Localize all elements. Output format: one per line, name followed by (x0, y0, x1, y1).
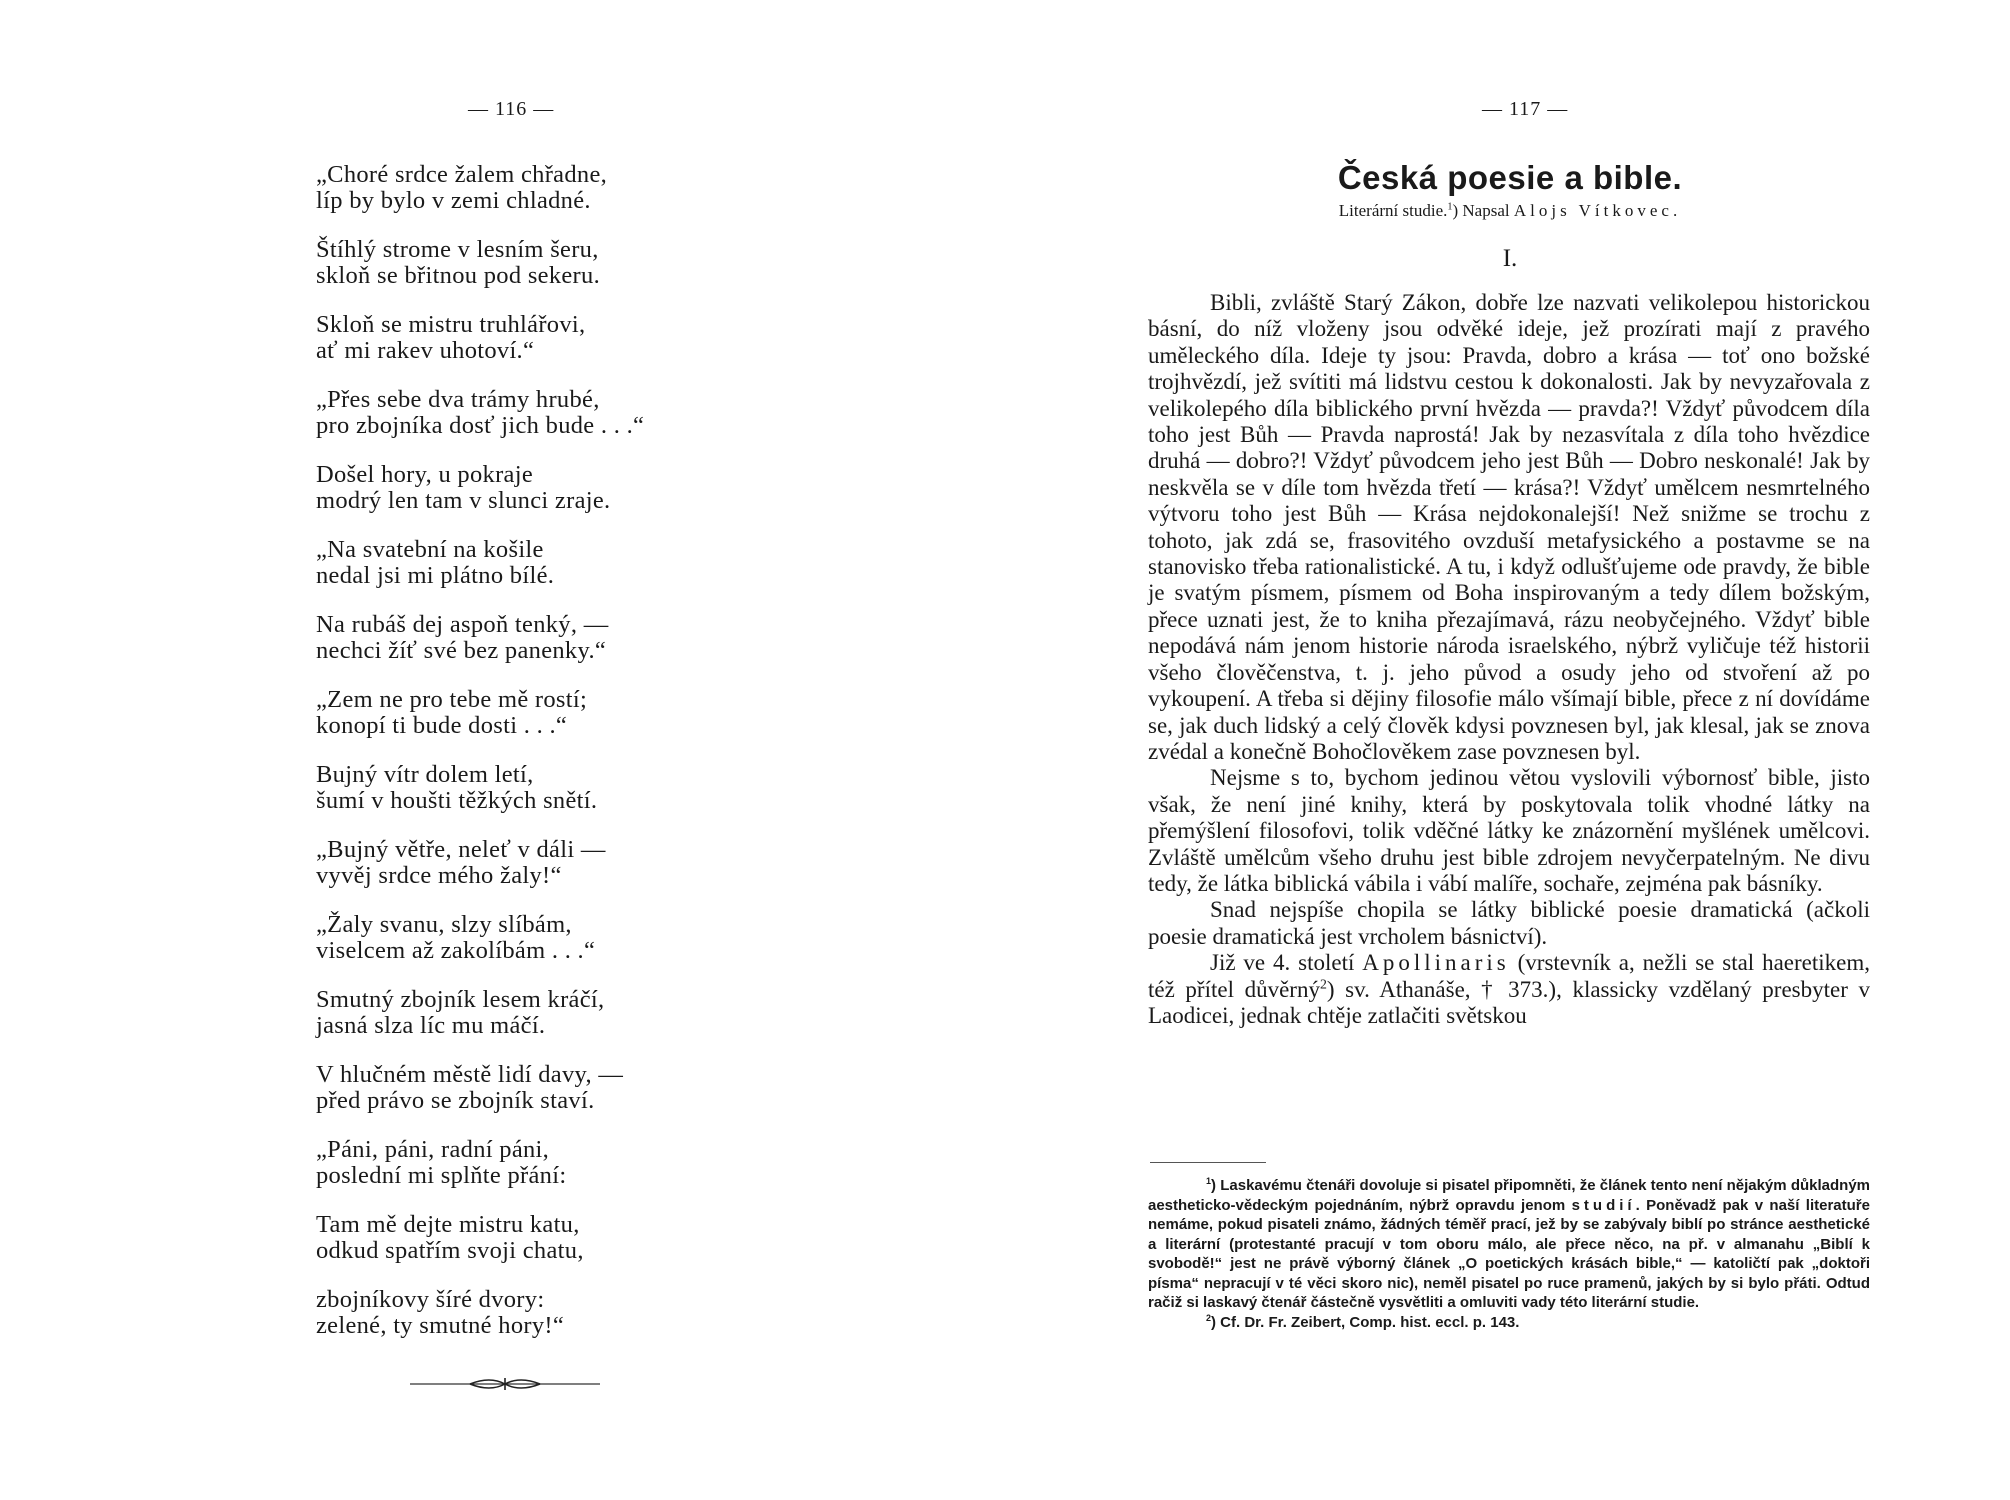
end-ornament (410, 1374, 600, 1394)
poem-line: „Bujný větře, neleť v dáli — (316, 836, 606, 863)
footnote-ref-2: 2 (1319, 975, 1327, 991)
poem-line: líp by bylo v zemi chladné. (316, 187, 591, 214)
article-subtitle (1130, 201, 1890, 221)
poem-line: Skloň se mistru truhlářovi, (316, 311, 586, 338)
poem-stanza (316, 537, 776, 589)
poem-line: „Žaly svanu, slzy slíbám, (316, 911, 572, 938)
poem-line: Bujný vítr dolem letí, (316, 761, 534, 788)
poem-line: „Choré srdce žalem chřadne, (316, 161, 608, 188)
paragraph-2: Nejsme s to, bychom jedinou větou vyslovili výbornosť bible, jisto však, že není jiné knihy, která by poskytovala tolik vhodné látky na přemýšlení filosofovi, tolik vděčné látky ke znázornění myšlének umělcovi. Zvláště umělcům všeho druhu jest bible zdrojem nevyčerpatelným. Ne divu tedy, že látka biblická vábila i vábí malíře, sochaře, zejména pak básníky. (1148, 765, 1870, 896)
right-page (1000, 0, 2010, 1500)
poem-stanza (316, 312, 776, 364)
poem-line: V hlučném městě lidí davy, — (316, 1061, 624, 1088)
poem-line: před právo se zbojník staví. (316, 1087, 595, 1114)
poem-line: zbojníkovy šíré dvory: (316, 1286, 545, 1313)
paragraph-1: Bibli, zvláště Starý Zákon, dobře lze nazvati velikolepou historickou básní, do níž vloženy jsou odvěké ideje, jež prozírati mají z pravého uměleckého díla. Ideje ty jsou: Pravda, dobro a krása — toť ono božské trojhvězdí, jež svítiti má lidstvu cestou k dokonalosti. Jak by nevyzařovala z velikolepého díla biblického první hvězda — pravda?! Vždyť původcem díla toho jest Bůh — Pravda naprostá! Jak by nezasvítala z díla toho hvězdice druhá — dobro?! Vždyť původcem jeho jest Bůh — Dobro neskonalé! Jak by neskvěla se v díle tom hvězda třetí — krása?! Vždyť umělcem nesmrtelného výtvoru toho jest Bůh — Krása nejdokonalejší! Než snižme se trochu z tohoto, jak zdá se, frasovitého ovzduší metafysického a postavme se na stanovisko třeba rationalistické. A tu, i když odlušťujeme ode pravdy, že bible je svatým písmem, písmem od Boha inspirovaným a tedy dílem božským, přece uznati jest, že to kniha přezajímavá, rázu neobyčejného. Vždyť bible nepodává nám jenom historie národa israelského, nýbrž vyličuje též historii všeho člověčenstva, t. j. jeho původ a osudy jeho od stvoření až po vykoupení. A třeba si dějiny filosofie málo všímají bible, přece z ní dovídáme se, jak duch lidský a celý člověk kdysi povznesen byl, jak klesal, jak se znova zvédal a konečně Bohočlověkem zase povznesen byl. (1148, 290, 1870, 764)
subtitle-label: Literární studie. (1338, 201, 1448, 220)
apollinaris-name: Apollinaris (1362, 950, 1510, 976)
author-name: Alojs Vítkovec. (1513, 201, 1682, 220)
poem-stanza (316, 1287, 776, 1339)
poem-line: Smutný zbojník lesem kráčí, (316, 986, 605, 1013)
paragraph-4 (1148, 950, 1870, 1029)
article-body (1148, 290, 1870, 1029)
poem-stanza (316, 837, 776, 889)
poem-line: „Páni, páni, radní páni, (316, 1136, 550, 1163)
poem-line: ať mi rakev uhotoví.“ (316, 337, 535, 364)
poem-stanza (316, 912, 776, 964)
poem-line: konopí ti bude dosti . . .“ (316, 712, 568, 739)
poem-line: „Zem ne pro tebe mě rostí; (316, 686, 588, 713)
poem-stanza (316, 387, 776, 439)
poem-stanza (316, 762, 776, 814)
p4-part-2: (vrstevník a, nežli se stal haeretikem, též přítel důvěrný (1148, 950, 1870, 1002)
footnote-rule (1150, 1162, 1266, 1163)
poem-line: odkud spatřím svoji chatu, (316, 1237, 584, 1264)
poem-line: zelené, ty smutné hory!“ (316, 1312, 565, 1339)
paragraph-3: Snad nejspíše chopila se látky biblické poesie dramatická (ačkoli poesie dramatická jest vrcholem básnictví). (1148, 897, 1870, 949)
poem-line: viselcem až zakolíbám . . .“ (316, 937, 596, 964)
poem-stanza (316, 237, 776, 289)
poem-stanza (316, 687, 776, 739)
left-page-number: — 116 — (468, 98, 555, 120)
poem-line: jasná slza líc mu máčí. (316, 1012, 546, 1039)
poem-line: Na rubáš dej aspoň tenký, — (316, 611, 609, 638)
poem-line: „Přes sebe dva trámy hrubé, (316, 386, 600, 413)
poem-stanza (316, 162, 776, 214)
footnote-1 (1148, 1176, 1870, 1313)
poem-line: vyvěj srdce mého žaly!“ (316, 862, 562, 889)
poem (316, 162, 776, 1362)
p4-part-1: Již ve 4. století (1210, 950, 1363, 976)
footnote-1-marker: 1 (1206, 1176, 1212, 1186)
poem-stanza (316, 1212, 776, 1264)
section-heading: I. (1502, 245, 1518, 272)
right-page-number: — 117 — (1482, 98, 1569, 120)
poem-line: pro zbojníka dosť jich bude . . .“ (316, 412, 645, 439)
left-page (0, 0, 1000, 1500)
poem-stanza (316, 1062, 776, 1114)
poem-stanza (316, 987, 776, 1039)
poem-line: Tam mě dejte mistru katu, (316, 1211, 580, 1238)
poem-line: poslední mi splňte přání: (316, 1162, 567, 1189)
footnote-1-spaced-word: studií (1571, 1196, 1636, 1214)
poem-line: šumí v houšti těžkých snětí. (316, 787, 598, 814)
footnote-2-text: ) Cf. Dr. Fr. Zeibert, Comp. hist. eccl. p. 143. (1211, 1313, 1520, 1331)
footnote-1-part-2: . Poněvadž pak v naší literatuře nemáme, pokud pisateli známo, žádných téměř prací, jež by se zabývaly biblí po stránce aesthetické a literární (protestanté pracují v tom oboru málo, ale přece něco, na př. v almanahu „Biblí k svobodě!“ jest ne právě výborný článek „O poetických krásách bible,“ — katoličtí pak „doktoři písma“ nepracují v té věci skoro nic), neměl pisatel po ruce pramenů, jakých by si bylo přáti. Odtud račiž si laskavý čtenář částečně vysvětliti a omluviti vady této literární studie. (1148, 1196, 1870, 1311)
poem-stanza (316, 462, 776, 514)
poem-line: Došel hory, u pokraje (316, 461, 533, 488)
poem-line: Štíhlý strome v lesním šeru, (316, 236, 599, 263)
poem-line: modrý len tam v slunci zraje. (316, 487, 611, 514)
footnote-2-marker: 2 (1206, 1312, 1212, 1323)
footnote-ref-1: 1 (1447, 201, 1453, 213)
footnote-1-part-1: ) Laskavému čtenáři dovoluje si pisatel připomněti, že článek tento není nějakým důkladným aestheticko-vědeckým pojednáním, nýbrž opravdu jenom (1148, 1177, 1870, 1214)
poem-stanza (316, 612, 776, 664)
poem-line: nechci žíť své bez panenky.“ (316, 637, 607, 664)
poem-line: „Na svatební na košile (316, 536, 544, 563)
p4-part-3: ) sv. Athanáše, † 373.), klassicky vzdělaný presbyter v Laodicei, jednak chtěje zatlačiti světskou (1148, 976, 1870, 1028)
subtitle-by: ) Napsal (1452, 201, 1514, 220)
article-title: Česká poesie a bible. (1337, 159, 1683, 196)
poem-stanza (316, 1137, 776, 1189)
poem-line: skloň se břitnou pod sekeru. (316, 262, 600, 289)
footnotes (1148, 1176, 1870, 1332)
poem-line: nedal jsi mi plátno bílé. (316, 562, 555, 589)
footnote-2 (1148, 1313, 1870, 1333)
